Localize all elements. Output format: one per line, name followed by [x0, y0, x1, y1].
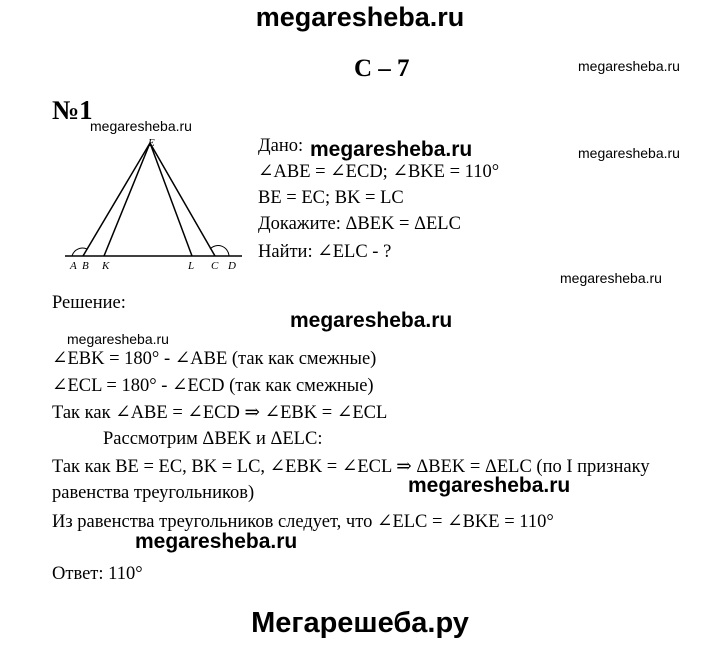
watermark-small: megaresheba.ru	[578, 145, 680, 161]
label-b: B	[82, 260, 89, 272]
footer-brand: Мегарешеба.ру	[251, 607, 469, 639]
solution-line: Так как ∠ABE = ∠ECD ⇒ ∠EBK = ∠ECL	[52, 403, 388, 423]
given-sides: BE = EC; BK = LC	[258, 188, 404, 208]
label-e: E	[148, 137, 155, 149]
solution-label: Решение:	[52, 293, 126, 313]
solution-line: ∠ECL = 180° - ∠ECD (так как смежные)	[52, 376, 374, 396]
watermark-small: megaresheba.ru	[90, 118, 192, 134]
watermark-large: megaresheba.ru	[310, 138, 473, 161]
watermark-small: megaresheba.ru	[560, 270, 662, 286]
label-c: C	[211, 260, 219, 272]
find-statement: Найти: ∠ELC - ?	[258, 242, 392, 262]
watermark-small: megaresheba.ru	[67, 331, 169, 347]
watermark-large: megaresheba.ru	[135, 530, 298, 553]
label-l: L	[188, 260, 195, 272]
label-a: A	[70, 260, 77, 272]
site-title: megaresheba.ru	[255, 2, 465, 32]
solution-line: равенства треугольников)	[52, 483, 255, 503]
solution-line: Так как BE = EC, BK = LC, ∠EBK = ∠ECL ⇒ ΔBEK = ΔELC (по I признаку	[52, 457, 650, 477]
segment-ec	[150, 143, 215, 256]
segment-ek	[104, 143, 150, 256]
given-angles: ∠ABE = ∠ECD; ∠BKE = 110°	[258, 162, 500, 182]
watermark-small: megaresheba.ru	[578, 58, 680, 74]
label-d: D	[228, 260, 236, 272]
solution-line: ∠EBK = 180° - ∠ABE (так как смежные)	[52, 349, 377, 369]
solution-line: Рассмотрим ΔBEK и ΔELC:	[103, 429, 323, 449]
section-title: С – 7	[354, 55, 410, 82]
watermark-large: megaresheba.ru	[290, 309, 453, 332]
triangle-figure	[62, 134, 247, 274]
segment-eb	[83, 143, 150, 256]
watermark-large: megaresheba.ru	[408, 474, 571, 497]
segment-el	[150, 143, 192, 256]
answer: Ответ: 110°	[52, 564, 143, 584]
given-label: Дано:	[258, 136, 304, 156]
task-number: №1	[52, 95, 93, 125]
prove-statement: Докажите: ΔBEK = ΔELC	[258, 214, 461, 234]
label-k: K	[102, 260, 110, 272]
solution-line: Из равенства треугольников следует, что ∠ELC = ∠BKE = 110°	[52, 512, 554, 532]
